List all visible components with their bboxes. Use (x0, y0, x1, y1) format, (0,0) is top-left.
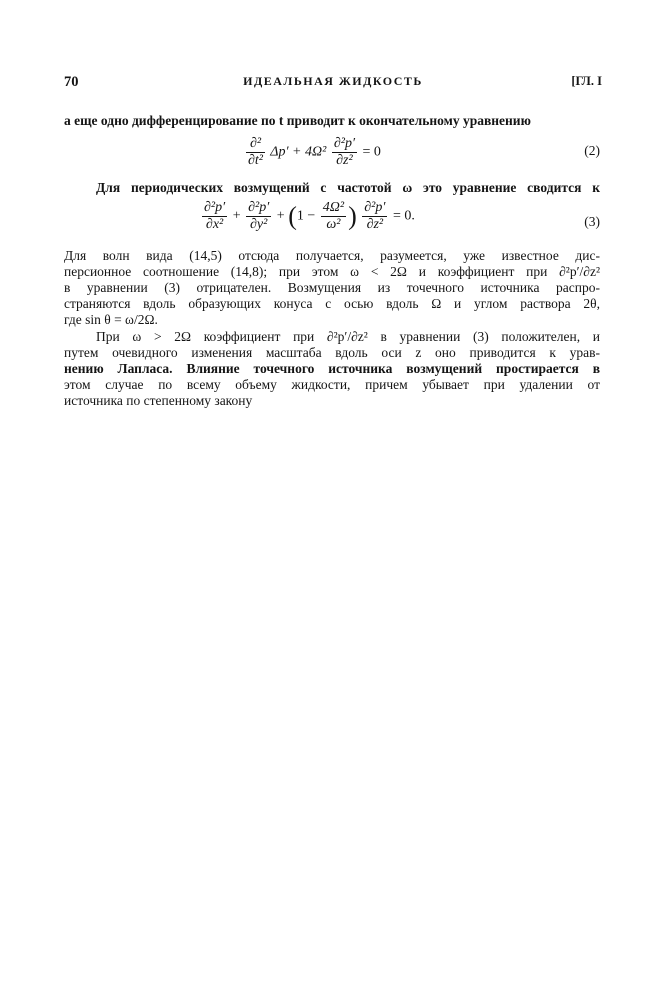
eq2-fraction-2: $\frac{\text{∂²p′}}{\text{∂z²}}$ (333, 136, 356, 168)
text-line-1: а еще одно дифференцирование по t приводит к окончательному уравнению (64, 113, 531, 128)
text-line-12: источника по степенному закону (64, 393, 253, 408)
page-number: 70 (64, 74, 79, 90)
text-line-7: где sin θ = ω/2Ω. (64, 312, 158, 327)
eq3-fraction-1: $\frac{\text{∂²p′}}{\text{∂x²}}$ (204, 200, 226, 232)
eq3-fraction-4: $\frac{\text{∂²p′}}{\text{∂z²}}$ (364, 200, 386, 232)
text-line-11: этом случае по всему объему жидкости, причем убывает при удалении от (64, 377, 600, 392)
text-line-8: При ω > 2Ω коэффициент при ∂²p′/∂z² в уравнении (3) положителен, и (96, 329, 600, 344)
text-line-2: Для периодических возмущений с частотой ω это уравнение сводится к (96, 180, 600, 195)
text-line-5: в уравнении (3) отрицателен. Возмущения из точечного источника распро- (64, 280, 600, 295)
text-line-4: персионное соотношение (14,8); при этом ω < 2Ω и коэффициент при ∂²p′/∂z² (64, 264, 600, 279)
eq3-fraction-3: $\frac{\text{4Ω²}}{\text{ω²}}$ (322, 200, 345, 232)
equation-3-number: (3) (584, 214, 600, 229)
eq2-term: Δp′ + 4Ω² (270, 144, 327, 160)
page-header (64, 74, 602, 92)
text-line-9: путем очевидного изменения масштаба вдоль оси z оно приводится к урав- (64, 345, 600, 360)
running-title: ИДЕАЛЬНАЯ ЖИДКОСТЬ (243, 74, 423, 88)
eq2-fraction-1: $\frac{\text{∂²}}{\text{∂t²}}$ (248, 136, 264, 168)
chapter-label: [ГЛ. I (571, 74, 602, 88)
equation-2-number: (2) (584, 143, 600, 158)
equation-3: $\frac{\text{∂²p′}}{\text{∂x²}}$ + $\frac{\text{∂²p′}}{\text{∂y²}}$ + (1 − $\frac{\text{4Ω²}}{\text{ω²}}$ ) $\frac{\text{∂²p′}}{\text{∂z²}}$ = 0. (204, 200, 415, 232)
equation-2 (244, 136, 381, 169)
text-line-6: страняются вдоль образующих конуса с осью вдоль Ω и углом раствора 2θ, (64, 296, 600, 311)
text-line-3: Для волн вида (14,5) отсюда получается, разумеется, уже известное дис- (64, 248, 600, 263)
eq3-rhs: = 0. (392, 208, 415, 224)
eq2-rhs: = 0 (362, 144, 381, 160)
text-line-10: нению Лапласа. Влияние точечного источника возмущений простирается в (64, 361, 600, 376)
eq3-fraction-2: $\frac{\text{∂²p′}}{\text{∂y²}}$ (248, 200, 270, 232)
